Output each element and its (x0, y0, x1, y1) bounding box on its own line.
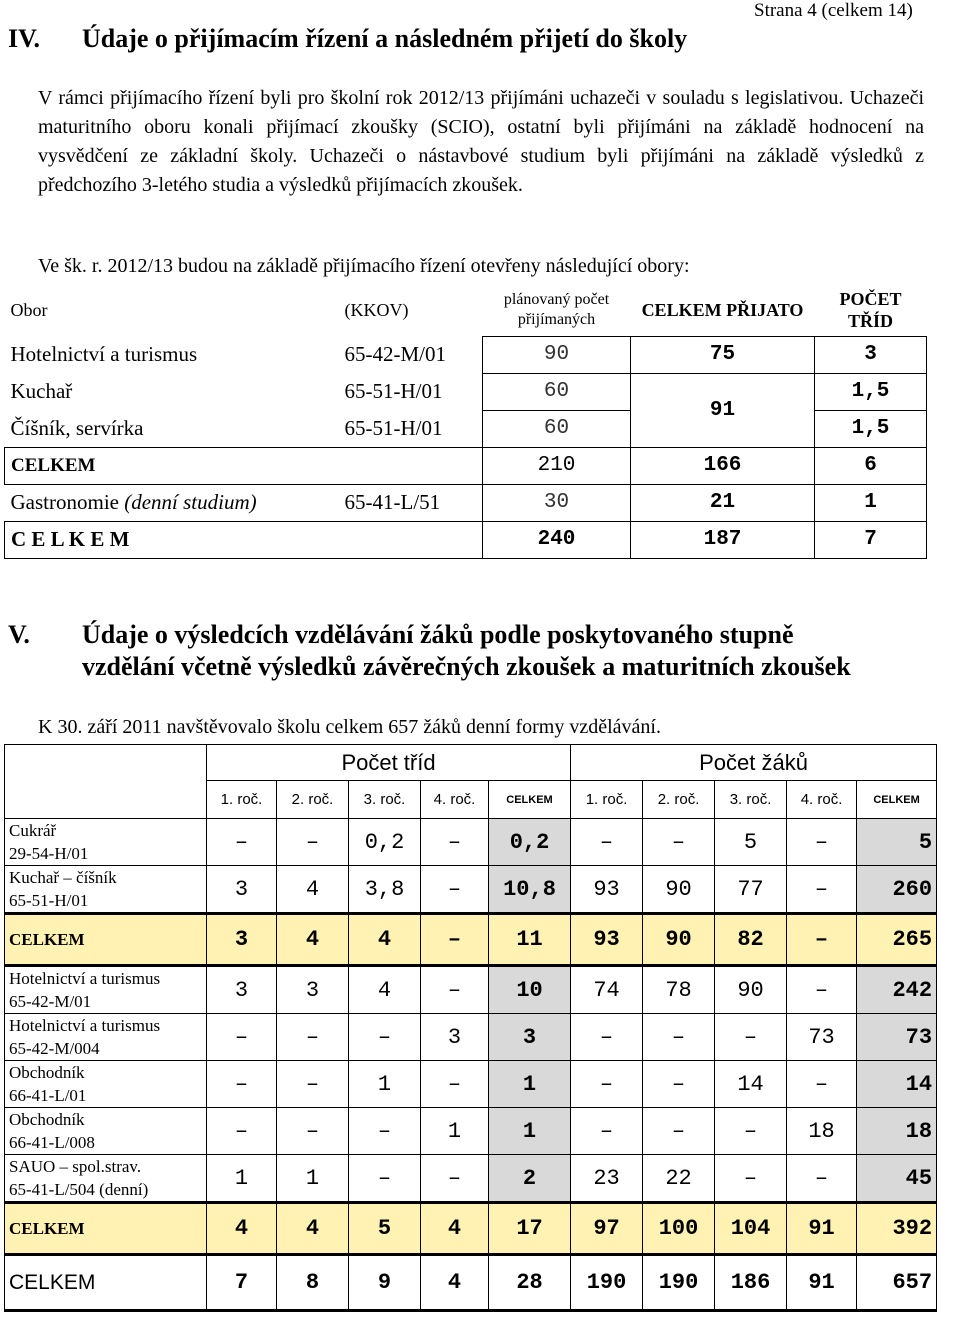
obor-cell: C E L K E M (5, 521, 483, 558)
sub-header: CELKEM (857, 781, 937, 819)
class-count-cell: 4 (421, 1255, 489, 1311)
sub-header: 2. roč. (643, 781, 715, 819)
student-count-cell: 18 (857, 1108, 937, 1155)
class-count-cell: – (349, 1155, 421, 1203)
class-count-cell: 11 (489, 914, 571, 966)
row-label-cell (5, 1255, 207, 1311)
students-table (4, 744, 937, 1312)
class-count-cell: – (207, 819, 277, 866)
row-code: 65-41-L/504 (denní) (9, 1180, 149, 1199)
class-count-cell: 1 (489, 1061, 571, 1108)
table-header-row (5, 284, 927, 336)
row-code: 65-42-M/01 (9, 992, 92, 1011)
student-count-cell: – (643, 1061, 715, 1108)
header-admitted: CELKEM PŘIJATO (641, 299, 804, 320)
admitted-cell: 21 (631, 484, 815, 521)
row-code: 66-41-L/008 (9, 1133, 95, 1152)
row-label-cell (5, 914, 207, 966)
class-count-cell: – (349, 1108, 421, 1155)
obor-cell: CELKEM (5, 447, 483, 484)
section-5-number: V. (8, 620, 30, 649)
admitted-cell: 166 (631, 447, 815, 484)
sub-header: 3. roč. (715, 781, 787, 819)
obor-note: (denní studium) (124, 490, 257, 514)
kkov-cell: 65-42-M/01 (344, 342, 446, 366)
planned-cell: 30 (483, 484, 631, 521)
student-count-cell: 392 (857, 1203, 937, 1255)
row-code: 65-42-M/004 (9, 1039, 100, 1058)
table-row (5, 914, 937, 966)
row-label: Obchodník (9, 1063, 85, 1082)
student-count-cell: – (787, 966, 857, 1014)
row-code: 65-51-H/01 (9, 891, 89, 910)
table-row (5, 447, 927, 484)
student-count-cell: 265 (857, 914, 937, 966)
class-count-cell: – (421, 966, 489, 1014)
student-count-cell: 18 (787, 1108, 857, 1155)
row-code: 66-41-L/01 (9, 1086, 87, 1105)
class-count-cell: – (207, 1108, 277, 1155)
class-count-cell: 28 (489, 1255, 571, 1311)
sub-header: 1. roč. (571, 781, 643, 819)
class-count-cell: 4 (277, 866, 349, 914)
row-label-cell (5, 966, 207, 1014)
student-count-cell: 190 (643, 1255, 715, 1311)
student-count-cell: 5 (715, 819, 787, 866)
class-count-cell: – (207, 1014, 277, 1061)
row-label-cell (5, 1155, 207, 1203)
student-count-cell: – (787, 1155, 857, 1203)
class-count-cell: 0,2 (489, 819, 571, 866)
class-count-cell: 1 (349, 1061, 421, 1108)
class-count-cell: 3 (207, 914, 277, 966)
student-count-cell: 91 (787, 1203, 857, 1255)
student-count-cell: 93 (571, 866, 643, 914)
table-row (5, 1014, 937, 1061)
class-count-cell: 3 (421, 1014, 489, 1061)
row-label-cell (5, 866, 207, 914)
student-count-cell: 14 (857, 1061, 937, 1108)
class-count-cell: – (277, 1014, 349, 1061)
class-count-cell: 4 (349, 914, 421, 966)
row-label-cell (5, 819, 207, 866)
table-row (5, 336, 927, 373)
student-count-cell: – (787, 866, 857, 914)
student-count-cell: – (643, 1014, 715, 1061)
class-count-cell: – (421, 1155, 489, 1203)
class-count-cell: 4 (349, 966, 421, 1014)
row-label: Obchodník (9, 1110, 85, 1129)
student-count-cell: 90 (643, 866, 715, 914)
obor-cell: Číšník, servírka (10, 415, 144, 440)
student-count-cell: – (715, 1155, 787, 1203)
classes-cell: 1,5 (815, 373, 927, 410)
table-row (5, 866, 937, 914)
class-count-cell: 2 (489, 1155, 571, 1203)
row-label: CELKEM (9, 930, 85, 949)
planned-cell: 240 (483, 521, 631, 558)
student-count-cell: 45 (857, 1155, 937, 1203)
class-count-cell: 10 (489, 966, 571, 1014)
kkov-cell: 65-51-H/01 (344, 415, 443, 440)
class-count-cell: 4 (421, 1203, 489, 1255)
class-count-cell: – (421, 914, 489, 966)
classes-cell: 1 (815, 484, 927, 521)
section-4-intro: Ve šk. r. 2012/13 budou na základě přijímacího řízení otevřeny následující obory: (38, 255, 690, 277)
student-count-cell: 242 (857, 966, 937, 1014)
student-count-cell: – (643, 819, 715, 866)
planned-cell: 60 (483, 373, 631, 410)
sub-header: 2. roč. (277, 781, 349, 819)
class-count-cell: 8 (277, 1255, 349, 1311)
student-count-cell: 23 (571, 1155, 643, 1203)
table-row (5, 373, 927, 410)
planned-cell: 210 (483, 447, 631, 484)
row-label-cell (5, 1014, 207, 1061)
row-label: SAUO – spol.strav. (9, 1157, 142, 1176)
section-4-paragraph: V rámci přijímacího řízení byli pro školní rok 2012/13 přijímáni uchazeči v souladu s legislativou. Uchazeči maturitního oboru konali přijímací zkoušky (SCIO), ostatní byli přijímáni na základě hodnocení na vysvědčení ze základní školy. Uchazeči o nástavbové studium byli přijímáni na základě výsledků z předchozího 3-letého studia a výsledků přijímacích zkoušek. (38, 87, 924, 196)
student-count-cell: 82 (715, 914, 787, 966)
class-count-cell: 0,2 (349, 819, 421, 866)
class-count-cell: 17 (489, 1203, 571, 1255)
student-count-cell: 73 (857, 1014, 937, 1061)
admitted-cell: 75 (631, 336, 815, 373)
student-count-cell: – (787, 914, 857, 966)
planned-cell: 60 (483, 410, 631, 447)
class-count-cell: 3 (207, 866, 277, 914)
table-row (5, 1061, 937, 1108)
student-count-cell: 260 (857, 866, 937, 914)
class-count-cell: 3 (207, 966, 277, 1014)
sub-header: 4. roč. (787, 781, 857, 819)
row-label: Hotelnictví a turismus (9, 969, 161, 988)
row-code: 29-54-H/01 (9, 844, 89, 863)
classes-cell: 1,5 (815, 410, 927, 447)
sub-header: CELKEM (489, 781, 571, 819)
section-5-title-line1: Údaje o výsledcích vzdělávání žáků podle poskytovaného stupně (82, 620, 794, 649)
admissions-table (4, 284, 927, 559)
student-count-cell: 104 (715, 1203, 787, 1255)
classes-cell: 3 (815, 336, 927, 373)
section-5-title-line2: vzdělání včetně výsledků závěrečných zkoušek a maturitních zkoušek (82, 652, 851, 681)
class-count-cell: 7 (207, 1255, 277, 1311)
row-label: Cukrář (9, 821, 57, 840)
row-label-cell (5, 1061, 207, 1108)
sub-header: 4. roč. (421, 781, 489, 819)
students-table-body (5, 819, 937, 1311)
class-count-cell: – (207, 1061, 277, 1108)
sub-header: 3. roč. (349, 781, 421, 819)
section-4-title: Údaje o přijímacím řízení a následném přijetí do školy (82, 24, 688, 53)
classes-cell: 6 (815, 447, 927, 484)
class-count-cell: – (277, 1108, 349, 1155)
row-label-cell (5, 1108, 207, 1155)
corner-cell (5, 745, 207, 819)
student-count-cell: – (715, 1014, 787, 1061)
student-count-cell: 100 (643, 1203, 715, 1255)
student-count-cell: 74 (571, 966, 643, 1014)
class-count-cell: 4 (207, 1203, 277, 1255)
obor-cell: Gastronomie (denní studium) (10, 490, 257, 514)
class-count-cell: – (349, 1014, 421, 1061)
student-count-cell: – (571, 819, 643, 866)
student-count-cell: 97 (571, 1203, 643, 1255)
student-count-cell: 5 (857, 819, 937, 866)
header-obor: Obor (10, 299, 48, 320)
class-count-cell: 1 (489, 1108, 571, 1155)
group-header-row (5, 745, 937, 781)
class-count-cell: 4 (277, 1203, 349, 1255)
row-label: CELKEM (9, 1271, 96, 1294)
group-header-students: Počet žáků (571, 745, 937, 781)
student-count-cell: 657 (857, 1255, 937, 1311)
row-label: Kuchař – číšník (9, 868, 117, 887)
student-count-cell: 22 (643, 1155, 715, 1203)
obor-cell: Hotelnictví a turismus (10, 342, 198, 366)
class-count-cell: – (421, 866, 489, 914)
table-row (5, 966, 937, 1014)
class-count-cell: 3 (277, 966, 349, 1014)
kkov-cell: 65-41-L/51 (344, 490, 441, 514)
student-count-cell: 78 (643, 966, 715, 1014)
sub-header: 1. roč. (207, 781, 277, 819)
admitted-cell: 91 (631, 373, 815, 447)
class-count-cell: 10,8 (489, 866, 571, 914)
class-count-cell: – (421, 819, 489, 866)
row-label-cell (5, 1203, 207, 1255)
student-count-cell: 90 (715, 966, 787, 1014)
table-row (5, 1155, 937, 1203)
section-4-number: IV. (8, 24, 41, 53)
student-count-cell: 93 (571, 914, 643, 966)
admitted-cell: 187 (631, 521, 815, 558)
student-count-cell: – (571, 1014, 643, 1061)
class-count-cell: 4 (277, 914, 349, 966)
table-row (5, 1108, 937, 1155)
student-count-cell: 73 (787, 1014, 857, 1061)
student-count-cell: 186 (715, 1255, 787, 1311)
class-count-cell: 5 (349, 1203, 421, 1255)
row-label: Hotelnictví a turismus (9, 1016, 161, 1035)
class-count-cell: – (277, 819, 349, 866)
class-count-cell: 1 (207, 1155, 277, 1203)
header-classes: POČET TŘÍD (839, 288, 902, 331)
student-count-cell: – (787, 819, 857, 866)
student-count-cell: 190 (571, 1255, 643, 1311)
page-number: Strana 4 (celkem 14) (754, 0, 913, 21)
class-count-cell: – (421, 1061, 489, 1108)
class-count-cell: 9 (349, 1255, 421, 1311)
obor-cell: Kuchař (10, 379, 73, 403)
student-count-cell: – (715, 1108, 787, 1155)
student-count-cell: 77 (715, 866, 787, 914)
table-row (5, 484, 927, 521)
class-count-cell: 1 (277, 1155, 349, 1203)
planned-cell: 90 (483, 336, 631, 373)
student-count-cell: – (571, 1061, 643, 1108)
class-count-cell: – (277, 1061, 349, 1108)
group-header-classes: Počet tříd (207, 745, 571, 781)
student-count-cell: 91 (787, 1255, 857, 1311)
student-count-cell: – (787, 1061, 857, 1108)
student-count-cell: – (571, 1108, 643, 1155)
header-planned: plánovaný počet přijímaných (503, 290, 610, 328)
class-count-cell: 3,8 (349, 866, 421, 914)
student-count-cell: 14 (715, 1061, 787, 1108)
classes-cell: 7 (815, 521, 927, 558)
class-count-cell: 3 (489, 1014, 571, 1061)
table-row (5, 819, 937, 866)
class-count-cell: 1 (421, 1108, 489, 1155)
header-kkov: (KKOV) (344, 299, 409, 320)
row-label: CELKEM (9, 1219, 85, 1238)
table-row (5, 1203, 937, 1255)
kkov-cell: 65-51-H/01 (344, 379, 443, 403)
student-count-cell: – (643, 1108, 715, 1155)
table-row (5, 1255, 937, 1311)
student-count-cell: 90 (643, 914, 715, 966)
table-row (5, 521, 927, 558)
section-5-intro: K 30. září 2011 navštěvovalo školu celkem 657 žáků denní formy vzdělávání. (38, 716, 661, 738)
